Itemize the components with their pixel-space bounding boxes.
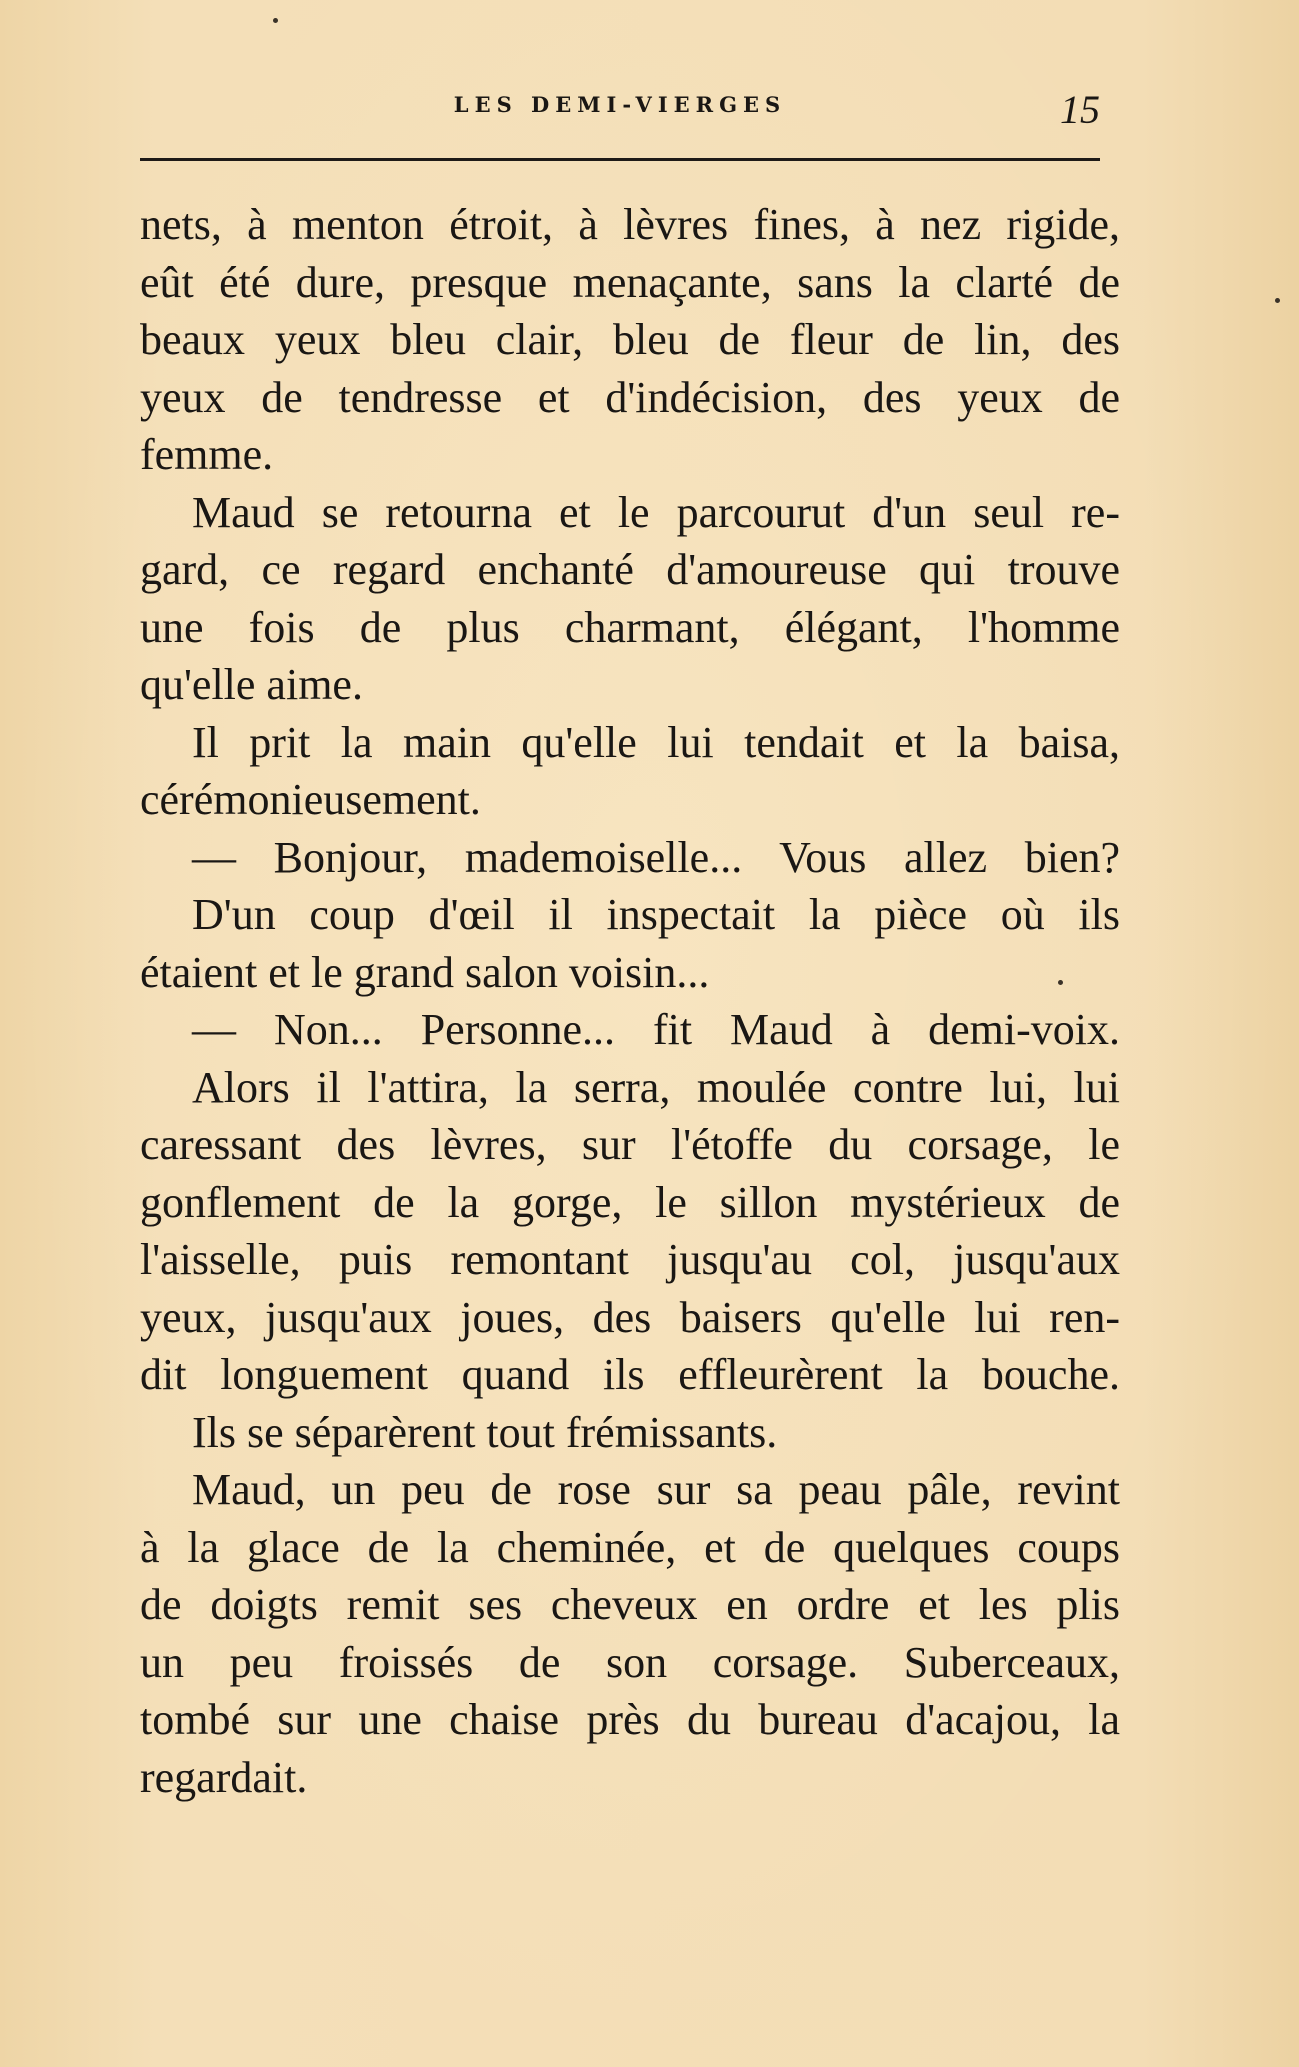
text-line: yeux de tendresse et d'indécision, des yeux de: [140, 372, 1120, 422]
text-line: nets, à menton étroit, à lèvres fines, à nez rigide,: [140, 200, 1120, 249]
running-head: [140, 87, 1100, 132]
text-line: dit longuement quand ils effleurèrent la bouche.: [140, 1350, 1120, 1399]
text-line: Maud se retourna et le parcourut d'un seul re-: [192, 487, 1120, 537]
text-line: gard, ce regard enchanté d'amoureuse qui trouve: [140, 545, 1120, 594]
text-line: cérémonieusement.: [140, 775, 481, 824]
text-line: caressant des lèvres, sur l'étoffe du corsage, le: [140, 1120, 1120, 1169]
ink-speck: [1275, 298, 1280, 303]
text-line: l'aisselle, puis remontant jusqu'au col, jusqu'aux: [140, 1235, 1120, 1284]
body-text: [140, 196, 1120, 1806]
header-rule: [140, 158, 1100, 161]
text-line: une fois de plus charmant, élégant, l'homme: [140, 602, 1120, 652]
text-line: de doigts remit ses cheveux en ordre et les plis: [140, 1580, 1120, 1629]
text-line: un peu froissés de son corsage. Suberceaux,: [140, 1637, 1120, 1687]
text-line: femme.: [140, 430, 274, 479]
text-line: qu'elle aime.: [140, 660, 363, 709]
text-line: étaient et le grand salon voisin...: [140, 947, 710, 997]
text-line: eût été dure, presque menaçante, sans la clarté de: [140, 257, 1120, 307]
page-number: 15: [1060, 87, 1100, 132]
text-line: beaux yeux bleu clair, bleu de fleur de lin, des: [140, 315, 1120, 364]
ink-speck: [273, 18, 278, 23]
text-line: yeux, jusqu'aux joues, des baisers qu'elle lui ren-: [140, 1292, 1120, 1342]
text-line: Ils se séparèrent tout frémissants.: [192, 1407, 778, 1457]
text-line: à la glace de la cheminée, et de quelques coups: [140, 1522, 1120, 1572]
text-line: — Bonjour, mademoiselle... Vous allez bien?: [192, 832, 1120, 882]
text-line: tombé sur une chaise près du bureau d'acajou, la: [140, 1695, 1120, 1744]
running-title: LES DEMI-VIERGES: [453, 92, 787, 117]
text-line: Alors il l'attira, la serra, moulée contre lui, lui: [192, 1062, 1120, 1112]
text-line: Il prit la main qu'elle lui tendait et la baisa,: [192, 717, 1120, 767]
text-line: regardait.: [140, 1752, 308, 1802]
text-line: Maud, un peu de rose sur sa peau pâle, revint: [192, 1465, 1120, 1514]
text-line: D'un coup d'œil il inspectait la pièce où ils: [192, 890, 1120, 939]
text-line: gonflement de la gorge, le sillon mystérieux de: [140, 1177, 1120, 1227]
text-line: — Non... Personne... fit Maud à demi-voix.: [192, 1005, 1120, 1054]
